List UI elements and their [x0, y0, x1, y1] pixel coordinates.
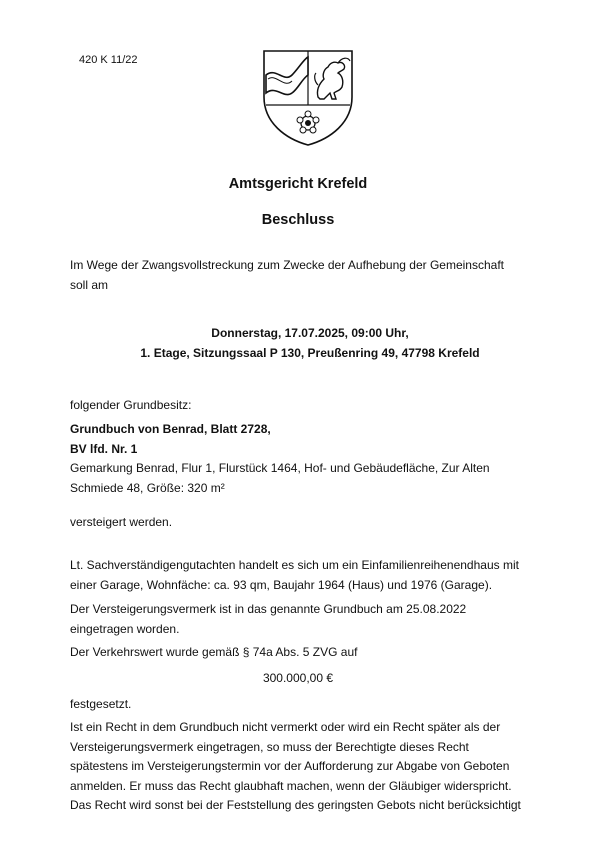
case-number: 420 K 11/22 [79, 54, 138, 66]
text-line: eingetragen worden. [70, 621, 180, 636]
text-line: soll am [70, 277, 109, 292]
registration-paragraph [70, 600, 530, 639]
text-line: Lt. Sachverständigengutachten handelt es sich um ein Einfamilienreihenendhaus mit [70, 558, 519, 572]
text-line: Im Wege der Zwangsvollstreckung zum Zwecke der Aufhebung der Gemeinschaft [70, 258, 504, 272]
appointment-block [70, 324, 550, 363]
text-line: einer Garage, Wohnfäche: ca. 93 qm, Baujahr 1964 (Haus) und 1976 (Garage). [70, 577, 493, 592]
rights-notice-paragraph [70, 718, 530, 816]
expert-report-paragraph [70, 556, 530, 595]
text-line: Schmiede 48, Größe: 320 m² [70, 480, 225, 495]
text-line: Gemarkung Benrad, Flur 1, Flurstück 1464, Hof- und Gebäudefläche, Zur Alten [70, 461, 490, 475]
text-line: anmelden. Er muss das Recht glaubhaft machen, wenn der Gläubiger widerspricht. [70, 778, 512, 793]
property-block [70, 420, 530, 498]
document-type: Beschluss [261, 212, 335, 228]
court-name: Amtsgericht Krefeld [228, 176, 368, 192]
text-line: Das Recht wird sonst bei der Feststellung des geringsten Gebots nicht berücksichtigt [70, 798, 521, 812]
market-value-outro: festgesetzt. [70, 697, 132, 711]
auction-statement: versteigert werden. [70, 515, 173, 529]
appointment-location: 1. Etage, Sitzungssaal P 130, Preußenring 49, 47798 Krefeld [140, 345, 480, 360]
text-line: Versteigerungsvermerk eingetragen, so muss der Berechtigte dieses Recht [70, 739, 469, 754]
appointment-date: Donnerstag, 17.07.2025, 09:00 Uhr, [211, 326, 409, 340]
nrw-coat-of-arms-icon [258, 45, 358, 147]
intro-paragraph [70, 256, 530, 295]
bv-number: BV lfd. Nr. 1 [70, 441, 138, 456]
land-register: Grundbuch von Benrad, Blatt 2728, [70, 422, 271, 436]
market-value-intro: Der Verkehrswert wurde gemäß § 74a Abs. 5 ZVG auf [70, 645, 358, 659]
market-value: 300.000,00 € [262, 671, 334, 685]
text-line: Der Versteigerungsvermerk ist in das genannte Grundbuch am 25.08.2022 [70, 602, 467, 616]
text-line: Ist ein Recht in dem Grundbuch nicht vermerkt oder wird ein Recht später als der [70, 720, 501, 734]
property-heading: folgender Grundbesitz: [70, 398, 192, 412]
text-line: spätestens im Versteigerungstermin vor der Aufforderung zur Abgabe von Geboten [70, 759, 510, 773]
